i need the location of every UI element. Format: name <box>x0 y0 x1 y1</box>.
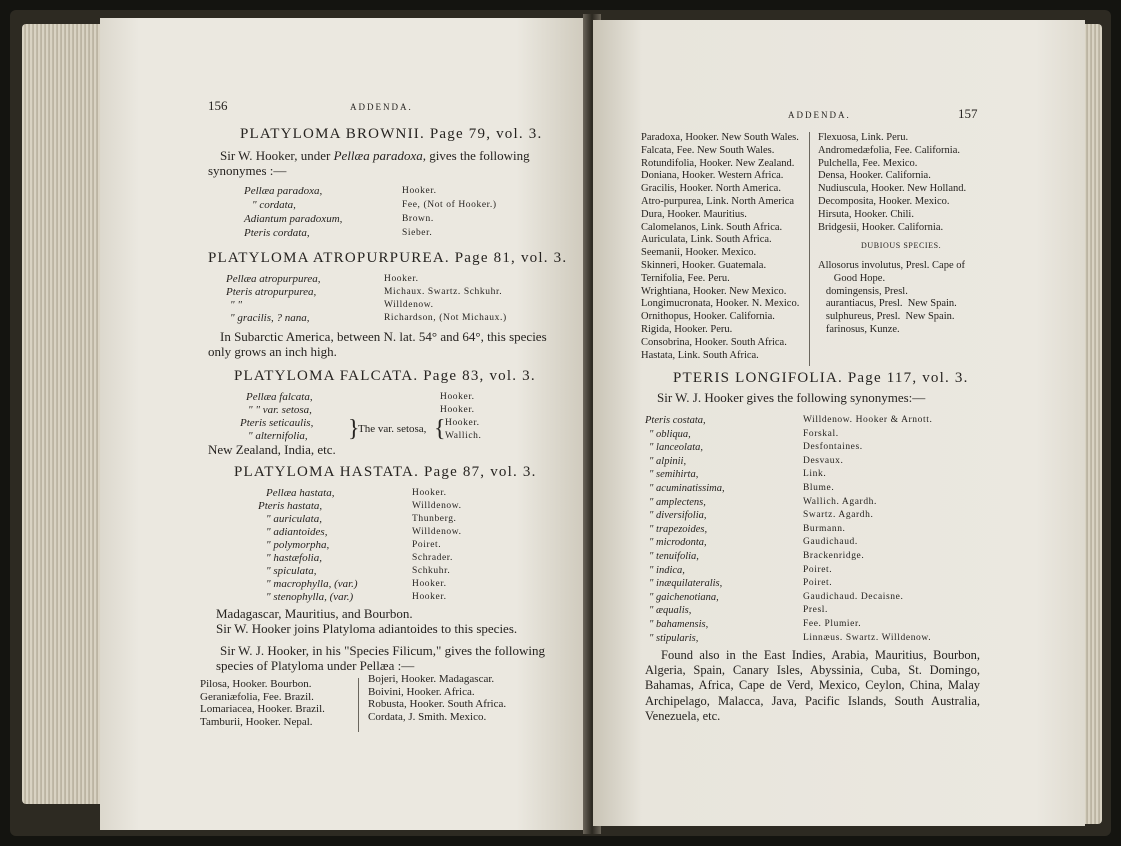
species-entry: farinosus, Kunze. <box>818 323 900 335</box>
left-page <box>100 18 590 830</box>
species-entry: Boivini, Hooker. Africa. <box>368 685 475 698</box>
species-entry: Pilosa, Hooker. Bourbon. <box>200 678 312 690</box>
synonym-author: Swartz. Agardh. <box>803 510 874 521</box>
synonym-name: " alpinii, <box>649 455 687 467</box>
synonym-name: Adiantum paradoxum, <box>244 213 343 225</box>
synonym-name: Pteris seticaulis, <box>240 417 314 429</box>
synonym-author: Desvaux. <box>803 455 844 466</box>
synonym-author: Link. <box>803 469 827 480</box>
synonym-author: Hooker. <box>412 488 447 498</box>
synonym-author: Hooker. <box>412 592 447 602</box>
species-entry: Tamburii, Hooker. Nepal. <box>200 716 313 729</box>
synonym-name: Pellæa atropurpurea, <box>226 273 321 285</box>
heading-platyloma-hastata: PLATYLOMA HASTATA. Page 87, vol. 3. <box>234 464 537 480</box>
synonym-name: " inæquilateralis, <box>649 578 723 590</box>
synonym-name: Pteris atropurpurea, <box>226 286 317 298</box>
synonym-author: Willdenow. <box>384 300 434 310</box>
species-entry: Geraniæfolia, Fee. Brazil. <box>200 690 314 703</box>
page-edges-left <box>22 24 112 804</box>
synonym-name: " hastæfolia, <box>266 552 322 564</box>
longifolia-synonym-authors <box>803 414 932 645</box>
synonym-name: " amplectens, <box>649 496 706 508</box>
synonym-author: Sieber. <box>402 228 433 238</box>
synonym-author: Forskal. <box>803 428 839 439</box>
synonym-author: Schkuhr. <box>412 566 451 576</box>
dubious-heading: DUBIOUS SPECIES. <box>861 241 942 250</box>
page-number: 156 <box>208 98 228 113</box>
synonym-name: " adiantoides, <box>266 526 328 538</box>
synonym-author: Poiret. <box>412 540 442 550</box>
var-note: The var. setosa, <box>358 423 427 435</box>
synonym-author: Thunberg. <box>412 514 457 524</box>
species-entry: Nudiuscula, Hooker. New Holland. <box>818 183 967 195</box>
atropurpurea-note: In Subarctic America, between N. lat. 54° and 64°, this species <box>220 329 547 344</box>
right-page <box>593 20 1085 826</box>
running-head: ADDENDA. <box>350 102 413 112</box>
species-entry: Rotundifolia, Hooker. New Zealand. <box>641 157 795 169</box>
synonym-name: " cordata, <box>252 199 296 211</box>
species-entry: Auriculata, Link. South Africa. <box>641 234 772 246</box>
species-entry: sulphureus, Presl. New Spain. <box>818 311 955 323</box>
synonym-author: Schrader. <box>412 553 454 563</box>
running-head: ADDENDA. <box>788 110 851 120</box>
heading-platyloma-brownii: PLATYLOMA BROWNII. Page 79, vol. 3. <box>240 126 543 142</box>
species-entry: Ornithopus, Hooker. California. <box>641 311 775 323</box>
species-entry: Dura, Hooker. Mauritius. <box>641 208 747 220</box>
species-entry: Decomposita, Hooker. Mexico. <box>818 195 950 207</box>
synonym-name: " microdonta, <box>649 537 707 549</box>
synonym-author: Hooker. <box>445 418 480 428</box>
species-entry: Allosorus involutus, Presl. Cape of <box>818 260 965 271</box>
synonym-author: Willdenow. <box>412 501 462 511</box>
synonym-name: " polymorpha, <box>266 539 330 551</box>
species-entry: aurantiacus, Presl. New Spain. <box>818 298 957 310</box>
synonym-name: " tenuifolia, <box>649 550 699 562</box>
synonym-author: Michaux. Swartz. Schkuhr. <box>384 287 503 297</box>
hastata-note: Madagascar, Mauritius, and Bourbon. <box>216 606 413 621</box>
page-number: 157 <box>958 106 978 121</box>
longifolia-synonym-names <box>645 414 725 645</box>
synonym-name: " " <box>230 299 242 311</box>
species-entry: Pulchella, Fee. Mexico. <box>818 157 918 169</box>
synonym-name: Pellæa falcata, <box>246 391 313 403</box>
synonym-author: Linnæus. Swartz. Willdenow. <box>803 632 932 643</box>
heading-platyloma-atropurpurea: PLATYLOMA ATROPURPUREA. Page 81, vol. 3. <box>208 250 568 266</box>
species-entry: Seemanii, Hooker. Mexico. <box>641 247 757 259</box>
synonym-author: Fee, (Not of Hooker.) <box>402 200 497 210</box>
species-column-4 <box>818 132 966 234</box>
browni-intro: Sir W. Hooker, under Pellæa paradoxa, gives the following <box>220 148 530 163</box>
synonym-author: Burmann. <box>803 523 846 534</box>
species-entry: Flexuosa, Link. Peru. <box>818 132 909 143</box>
synonym-name: Pellæa hastata, <box>266 487 335 499</box>
synonym-author: Brackenridge. <box>803 550 865 561</box>
synonym-author: Fee. Plumier. <box>803 618 862 629</box>
synonym-author: Willdenow. Hooker & Arnott. <box>803 415 933 425</box>
synonym-name: Pteris costata, <box>645 415 706 426</box>
longifolia-intro: Sir W. J. Hooker gives the following synonymes:— <box>657 390 926 405</box>
falcata-note: New Zealand, India, etc. <box>208 442 336 457</box>
synonym-name: Pteris cordata, <box>244 227 310 239</box>
browni-intro-cont: synonymes :— <box>208 163 287 178</box>
synonym-author: Hooker. <box>384 274 419 284</box>
synonym-name: " stipularis, <box>649 632 699 644</box>
species-entry: Hirsuta, Hooker. Chili. <box>818 208 914 220</box>
species-entry: Hastata, Link. South Africa. <box>641 349 759 361</box>
synonym-name: " æqualis, <box>649 605 692 617</box>
synonym-name: Pellæa paradoxa, <box>244 185 323 197</box>
synonym-author: Wallich. Agardh. <box>803 496 877 507</box>
species-entry: Gracilis, Hooker. North America. <box>641 183 781 195</box>
species-column-3 <box>641 132 799 362</box>
brace: } <box>348 416 360 442</box>
species-column-1 <box>200 678 325 729</box>
hastata-note-3: Sir W. J. Hooker, in his "Species Filicum," gives the following <box>220 643 545 658</box>
species-entry: Andromedæfolia, Fee. California. <box>818 144 961 156</box>
species-entry: Bridgesii, Hooker. California. <box>818 221 944 233</box>
synonym-author: Poiret. <box>803 564 833 575</box>
hastata-note-4: species of Platyloma under Pellæa :— <box>216 658 415 673</box>
brace: { <box>434 416 446 442</box>
synonym-name: " trapezoides, <box>649 523 708 535</box>
longifolia-distribution-note: Found also in the East Indies, Arabia, Mauritius, Bourbon, Algeria, Spain, Canary Isles, Abyssinia, Cuba, St. Domingo, Bahamas, Africa, Cape de Verd, Mexico, Ceylon, China, Malay Archipelago, Malacca, Java, Pacific Islands, South Australia, Venezuela, etc. <box>645 648 980 723</box>
synonym-name: " macrophylla, (var.) <box>266 578 358 590</box>
synonym-author: Hooker. <box>440 392 475 402</box>
synonym-name: " bahamensis, <box>649 618 709 630</box>
synonym-name: Pteris hastata, <box>258 500 323 512</box>
synonym-author: Poiret. <box>803 578 833 589</box>
synonym-name: " stenophylla, (var.) <box>266 591 354 603</box>
synonym-author: Hooker. <box>402 186 437 196</box>
atropurpurea-note-cont: only grows an inch high. <box>208 344 337 359</box>
heading-pteris-longifolia: PTERIS LONGIFOLIA. Page 117, vol. 3. <box>673 370 969 386</box>
species-entry: Lomariacea, Hooker. Brazil. <box>200 703 325 716</box>
species-entry: Paradoxa, Hooker. New South Wales. <box>641 132 799 143</box>
synonym-author: Richardson, (Not Michaux.) <box>384 313 507 323</box>
column-divider <box>358 678 359 732</box>
species-entry: Cordata, J. Smith. Mexico. <box>368 711 487 724</box>
species-entry: Ternifolia, Fee. Peru. <box>641 272 730 284</box>
synonym-name: " " var. setosa, <box>248 404 312 416</box>
synonym-name: " gracilis, ? nana, <box>230 312 310 324</box>
synonym-name: " spiculata, <box>266 565 317 577</box>
synonym-author: Hooker. <box>440 405 475 415</box>
synonym-name: " semihirta, <box>649 469 699 481</box>
species-entry: Rigida, Hooker. Peru. <box>641 323 733 335</box>
synonym-author: Blume. <box>803 482 835 493</box>
synonym-author: Brown. <box>402 214 434 224</box>
synonym-name: " diversifolia, <box>649 510 707 522</box>
species-entry: Calomelanos, Link. South Africa. <box>641 221 783 233</box>
hastata-note-2: Sir W. Hooker joins Platyloma adiantoides to this species. <box>216 621 518 636</box>
synonym-name: " gaichenotiana, <box>649 591 719 603</box>
column-divider <box>809 132 810 366</box>
species-entry: Bojeri, Hooker. Madagascar. <box>368 673 495 685</box>
species-entry: Robusta, Hooker. South Africa. <box>368 698 507 711</box>
synonym-author: Hooker. <box>412 579 447 589</box>
synonym-author: Gaudichaud. Decaisne. <box>803 591 904 602</box>
species-column-2 <box>368 673 506 724</box>
synonym-name: " alternifolia, <box>248 430 308 442</box>
heading-platyloma-falcata: PLATYLOMA FALCATA. Page 83, vol. 3. <box>234 368 536 384</box>
synonym-author: Desfontaines. <box>803 442 863 453</box>
synonym-name: " indica, <box>649 564 685 576</box>
species-entry: Skinneri, Hooker. Guatemala. <box>641 259 767 271</box>
species-entry: Atro-purpurea, Link. North America <box>641 195 795 207</box>
species-entry: Doniana, Hooker. Western Africa. <box>641 170 784 182</box>
synonym-author: Wallich. <box>445 431 482 441</box>
species-entry: domingensis, Presl. <box>818 285 908 297</box>
species-entry: Longimucronata, Hooker. N. Mexico. <box>641 298 800 310</box>
synonym-name: " lanceolata, <box>649 442 703 454</box>
dubious-species-list <box>818 260 965 337</box>
synonym-name: " auriculata, <box>266 513 322 525</box>
synonym-name: " obliqua, <box>649 428 691 440</box>
species-entry: Wrightiana, Hooker. New Mexico. <box>641 285 787 297</box>
synonym-author: Willdenow. <box>412 527 462 537</box>
synonym-name: " acuminatissima, <box>649 482 725 494</box>
species-entry: Good Hope. <box>818 272 886 284</box>
synonym-author: Presl. <box>803 605 828 616</box>
species-entry: Consobrina, Hooker. South Africa. <box>641 336 787 348</box>
species-entry: Densa, Hooker. California. <box>818 170 931 182</box>
species-entry: Falcata, Fee. New South Wales. <box>641 144 775 156</box>
synonym-author: Gaudichaud. <box>803 537 858 548</box>
